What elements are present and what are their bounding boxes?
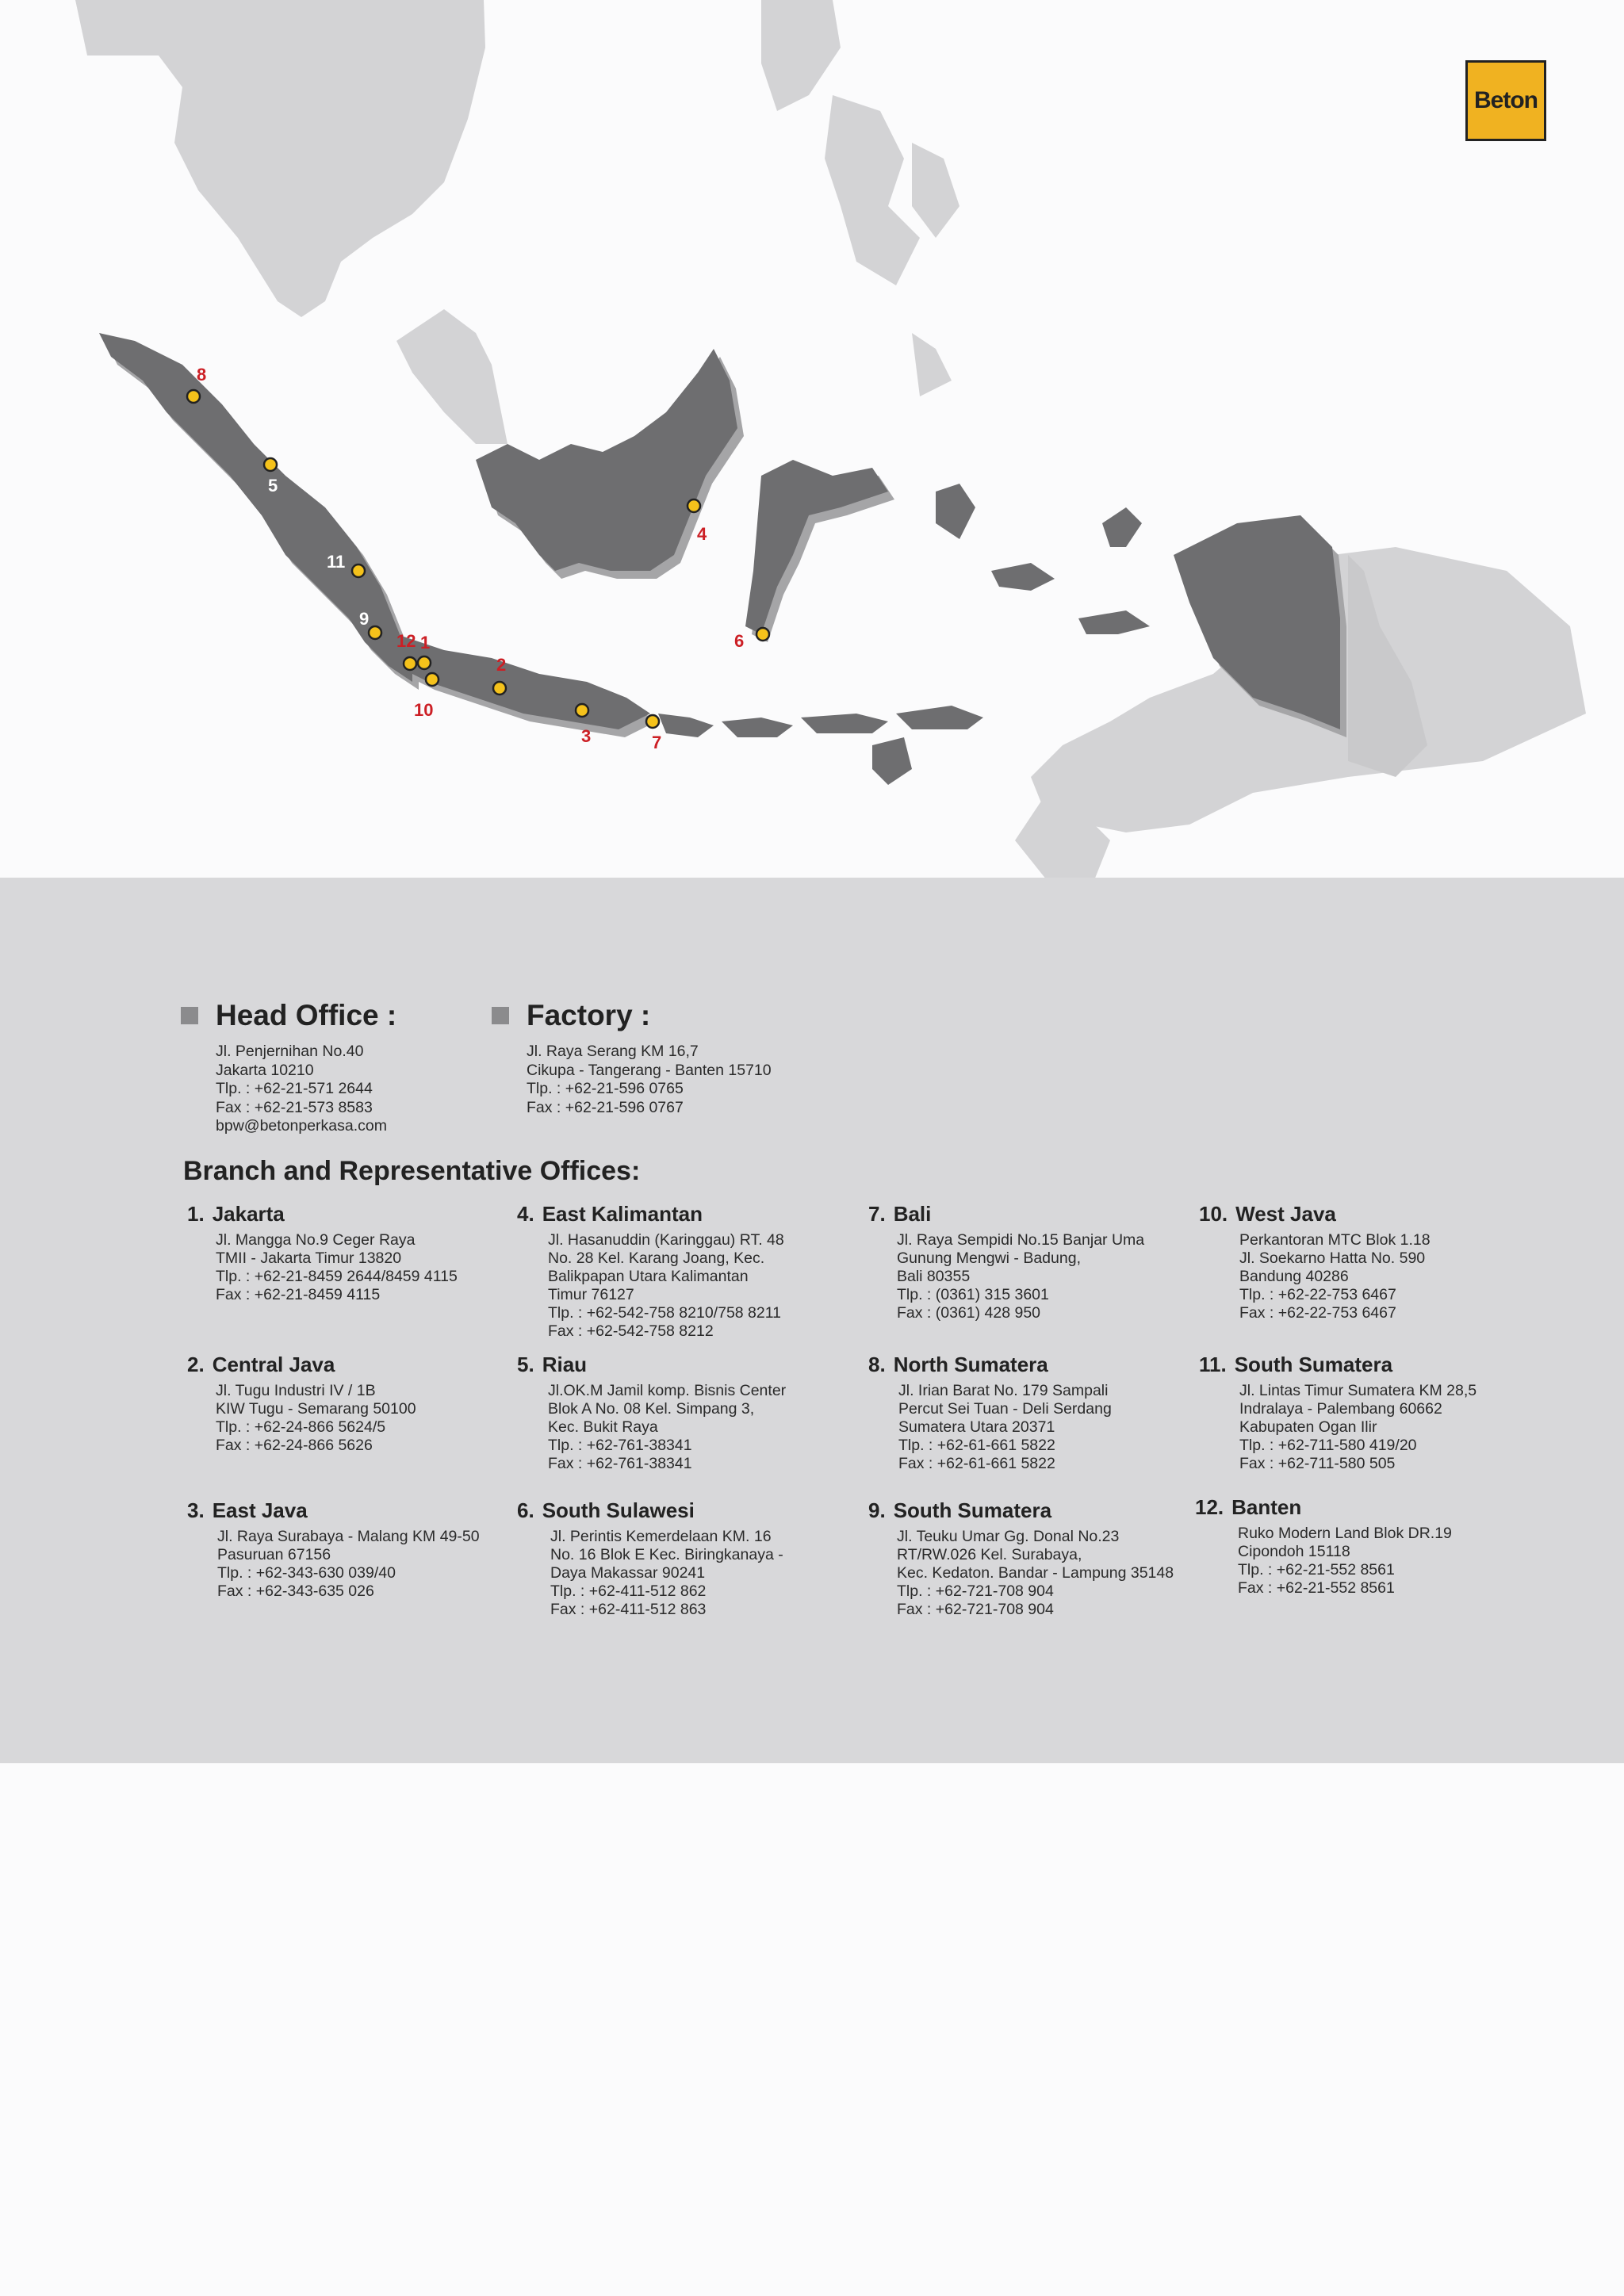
- marker-8: [187, 390, 200, 403]
- branch-number: 3.: [187, 1498, 205, 1522]
- branch-name: South Sumatera: [893, 1498, 1052, 1522]
- branch-line: Fax : +62-721-708 904: [897, 1601, 1054, 1618]
- branch-name: East Kalimantan: [542, 1202, 703, 1226]
- branch-line: RT/RW.026 Kel. Surabaya,: [897, 1546, 1082, 1563]
- branch-line: Tlp. : +62-761-38341: [548, 1437, 692, 1454]
- branch-number: 12.: [1195, 1495, 1224, 1519]
- marker-6: [756, 628, 769, 641]
- marker-label: 12: [396, 631, 416, 651]
- branch-line: Ruko Modern Land Blok DR.19: [1238, 1525, 1452, 1542]
- branch-line: Timur 76127: [548, 1286, 634, 1303]
- branch-line: Jl. Teuku Umar Gg. Donal No.23: [897, 1528, 1120, 1545]
- branch-south-sulawesi: [517, 1498, 783, 1619]
- branch-west-java: [1199, 1202, 1431, 1322]
- branch-line: Kec. Bukit Raya: [548, 1418, 658, 1436]
- branch-line: Blok A No. 08 Kel. Simpang 3,: [548, 1400, 755, 1418]
- branch-north-sumatera: [868, 1353, 1112, 1473]
- branch-line: Tlp. : +62-711-580 419/20: [1239, 1437, 1417, 1454]
- branch-number: 11.: [1199, 1353, 1227, 1376]
- branch-line: Tlp. : +62-542-758 8210/758 8211: [548, 1304, 781, 1322]
- marker-label: 4: [697, 524, 707, 544]
- branch-line: Fax : +62-761-38341: [548, 1455, 692, 1472]
- branch-line: Tlp. : +62-411-512 862: [550, 1582, 707, 1600]
- marker-label: 6: [734, 631, 745, 651]
- marker-2: [493, 682, 506, 695]
- branch-line: Fax : +62-21-8459 4115: [216, 1286, 381, 1303]
- branch-east-kalimantan: [517, 1202, 784, 1341]
- indonesia-map: [0, 0, 1624, 880]
- head-office-heading: [181, 999, 396, 1032]
- branch-banten: [1195, 1495, 1452, 1598]
- marker-label: 2: [496, 655, 507, 675]
- branch-line: No. 28 Kel. Karang Joang, Kec.: [548, 1249, 765, 1267]
- marker-label: 9: [359, 609, 370, 629]
- address-line: Jakarta 10210: [216, 1061, 314, 1079]
- branch-number: 10.: [1199, 1202, 1228, 1226]
- branch-line: Tlp. : +62-61-661 5822: [898, 1437, 1055, 1454]
- branch-name: Riau: [542, 1353, 588, 1376]
- marker-12: [404, 657, 416, 670]
- branch-number: 9.: [868, 1498, 886, 1522]
- branch-jakarta: [187, 1202, 458, 1304]
- marker-label: 10: [414, 700, 434, 720]
- branch-east-java: [187, 1498, 480, 1601]
- branch-line: Fax : +62-542-758 8212: [548, 1322, 714, 1340]
- branch-line: Tlp. : +62-21-8459 2644/8459 4115: [216, 1268, 458, 1285]
- branch-name: Jakarta: [212, 1202, 285, 1226]
- factory-heading: [492, 999, 650, 1032]
- address-line: Fax : +62-21-596 0767: [527, 1098, 684, 1116]
- branch-number: 8.: [868, 1353, 886, 1376]
- address-line: Tlp. : +62-21-596 0765: [527, 1080, 684, 1098]
- branch-line: No. 16 Blok E Kec. Biringkanaya -: [550, 1546, 783, 1563]
- branch-line: Cipondoh 15118: [1238, 1543, 1350, 1560]
- branch-south-sumatera-palembang: [1199, 1353, 1477, 1473]
- branch-name: Bali: [893, 1202, 932, 1226]
- branch-line: Jl. Raya Surabaya - Malang KM 49-50: [217, 1528, 480, 1545]
- branch-line: Tlp. : (0361) 315 3601: [897, 1286, 1049, 1303]
- branch-line: Gunung Mengwi - Badung,: [897, 1249, 1081, 1267]
- address-line: Tlp. : +62-21-571 2644: [216, 1080, 373, 1098]
- square-bullet-icon: [181, 1007, 198, 1024]
- head-office-title: Head Office :: [216, 999, 397, 1031]
- branch-line: Pasuruan 67156: [217, 1546, 331, 1563]
- square-bullet-icon: [492, 1007, 509, 1024]
- branch-line: Jl. Tugu Industri IV / 1B: [216, 1382, 376, 1399]
- branch-name: South Sumatera: [1234, 1353, 1393, 1376]
- branch-bali: [868, 1202, 1144, 1322]
- branch-number: 2.: [187, 1353, 205, 1376]
- branch-central-java: [187, 1353, 416, 1455]
- branch-name: Banten: [1231, 1495, 1302, 1519]
- branch-name: Central Java: [212, 1353, 335, 1376]
- marker-label: 8: [197, 365, 207, 385]
- neighbor-land: [75, 0, 1586, 880]
- marker-label: 7: [652, 733, 662, 752]
- marker-5: [264, 458, 277, 471]
- branch-line: Tlp. : +62-343-630 039/40: [217, 1564, 396, 1582]
- branch-line: Sumatera Utara 20371: [898, 1418, 1055, 1436]
- address-line: Jl. Penjernihan No.40: [216, 1043, 364, 1060]
- branch-line: Jl. Irian Barat No. 179 Sampali: [898, 1382, 1109, 1399]
- address-line: Fax : +62-21-573 8583: [216, 1098, 373, 1116]
- branch-line: Jl.OK.M Jamil komp. Bisnis Center: [548, 1382, 787, 1399]
- branch-line: Fax : +62-61-661 5822: [898, 1455, 1055, 1472]
- marker-9: [369, 626, 381, 639]
- marker-4: [688, 499, 700, 512]
- branch-line: Kabupaten Ogan Ilir: [1239, 1418, 1377, 1436]
- branch-line: Fax : +62-343-635 026: [217, 1582, 374, 1600]
- branch-line: Jl. Soekarno Hatta No. 590: [1239, 1249, 1426, 1267]
- branch-line: Fax : (0361) 428 950: [897, 1304, 1041, 1322]
- branch-number: 1.: [187, 1202, 205, 1226]
- map-graphic: [0, 0, 1624, 880]
- branch-line: Jl. Mangga No.9 Ceger Raya: [216, 1231, 416, 1249]
- branch-number: 7.: [868, 1202, 886, 1226]
- branch-line: Tlp. : +62-22-753 6467: [1239, 1286, 1396, 1303]
- marker-label: 3: [581, 726, 592, 746]
- branch-line: Bandung 40286: [1239, 1268, 1349, 1285]
- branch-line: Fax : +62-22-753 6467: [1239, 1304, 1396, 1322]
- factory-address: [527, 1043, 772, 1117]
- branch-line: Jl. Perintis Kemerdelaan KM. 16: [550, 1528, 772, 1545]
- branch-line: Jl. Raya Sempidi No.15 Banjar Uma: [897, 1231, 1145, 1249]
- branch-line: Perkantoran MTC Blok 1.18: [1239, 1231, 1431, 1249]
- branch-line: Kec. Kedaton. Bandar - Lampung 35148: [897, 1564, 1174, 1582]
- branch-offices-title: Branch and Representative Offices:: [183, 1156, 641, 1186]
- logo-text: Beton: [1474, 87, 1538, 113]
- beton-logo: [1465, 60, 1546, 141]
- branch-line: Tlp. : +62-24-866 5624/5: [216, 1418, 386, 1436]
- branch-line: Fax : +62-24-866 5626: [216, 1437, 373, 1454]
- branch-name: West Java: [1235, 1202, 1336, 1226]
- address-line: Cikupa - Tangerang - Banten 15710: [527, 1061, 772, 1079]
- marker-label: 1: [420, 633, 431, 652]
- address-line: Jl. Raya Serang KM 16,7: [527, 1043, 699, 1060]
- email-text: bpw@betonperkasa.com: [216, 1117, 387, 1135]
- branch-line: Jl. Lintas Timur Sumatera KM 28,5: [1239, 1382, 1477, 1399]
- branch-line: Balikpapan Utara Kalimantan: [548, 1268, 749, 1285]
- branch-riau: [517, 1353, 786, 1473]
- marker-label: 11: [327, 552, 346, 572]
- marker-7: [646, 715, 659, 728]
- branch-line: Fax : +62-411-512 863: [550, 1601, 707, 1618]
- factory-title: Factory :: [527, 999, 651, 1031]
- branch-number: 5.: [517, 1353, 534, 1376]
- branch-line: Tlp. : +62-21-552 8561: [1238, 1561, 1395, 1578]
- branch-line: Daya Makassar 90241: [550, 1564, 706, 1582]
- marker-label: 5: [268, 476, 278, 496]
- branch-name: South Sulawesi: [542, 1498, 695, 1522]
- branch-south-sumatera-lampung: [868, 1498, 1174, 1619]
- branch-number: 4.: [517, 1202, 534, 1226]
- branch-number: 6.: [517, 1498, 534, 1522]
- branch-name: East Java: [212, 1498, 308, 1522]
- branch-line: Indralaya - Palembang 60662: [1239, 1400, 1442, 1418]
- branch-line: TMII - Jakarta Timur 13820: [216, 1249, 402, 1267]
- marker-3: [576, 704, 588, 717]
- branch-line: Fax : +62-21-552 8561: [1238, 1579, 1395, 1597]
- marker-1: [418, 656, 431, 669]
- branch-line: Jl. Hasanuddin (Karinggau) RT. 48: [548, 1231, 784, 1249]
- branch-line: Tlp. : +62-721-708 904: [897, 1582, 1054, 1600]
- branch-line: KIW Tugu - Semarang 50100: [216, 1400, 416, 1418]
- branch-line: Bali 80355: [897, 1268, 971, 1285]
- head-office-address: [216, 1043, 387, 1136]
- marker-11: [352, 564, 365, 577]
- branch-line: Percut Sei Tuan - Deli Serdang: [898, 1400, 1112, 1418]
- marker-10: [426, 673, 439, 686]
- branch-line: Fax : +62-711-580 505: [1239, 1455, 1396, 1472]
- branch-name: North Sumatera: [893, 1353, 1048, 1376]
